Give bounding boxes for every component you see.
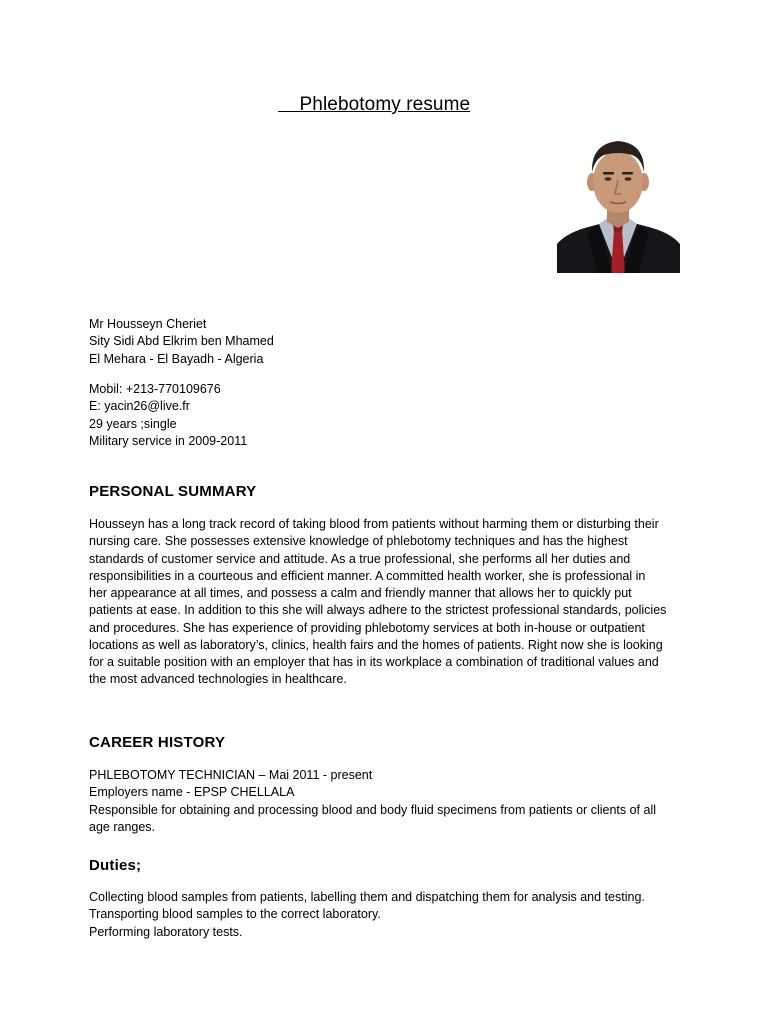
document-title: Phlebotomy resume [299, 94, 471, 115]
duties-list [89, 889, 645, 941]
duty-item: Performing laboratory tests. [89, 924, 243, 939]
contact-name: Mr Housseyn Cheriet [89, 317, 207, 331]
contact-details-block [89, 381, 247, 450]
summary-line: and procedures. She has experience of providing phlebotomy services at both in-house or outpatient [89, 620, 645, 635]
summary-line: locations as well as laboratory’s, clinics, health fairs and the homes of patients. Right now she is looking [89, 637, 663, 652]
job-position: PHLEBOTOMY TECHNICIAN – Mai 2011 - present [89, 768, 373, 782]
email-address: E: yacin26@live.fr [89, 399, 190, 414]
career-history-heading: CAREER HISTORY [89, 734, 226, 751]
personal-summary-heading: PERSONAL SUMMARY [89, 483, 257, 500]
profile-photo [557, 132, 680, 273]
summary-line: the most advanced technologies in healthcare. [89, 672, 347, 687]
employer-name: Employers name - EPSP CHELLALA [89, 785, 295, 800]
military-service: Military service in 2009-2011 [89, 433, 248, 448]
duty-item: Collecting blood samples from patients, labelling them and dispatching them for analysis and testing. [89, 890, 645, 904]
summary-line: responsibilities in a courteous and efficient manner. A committed health worker, she is professional in [89, 568, 646, 583]
summary-line: Housseyn has a long track record of taking blood from patients without harming them or disturbing their [89, 517, 659, 531]
portrait-image [557, 132, 680, 273]
mobile-number: Mobil: +213-770109676 [89, 382, 221, 396]
summary-line: patients at ease. In addition to this she will always adhere to the strictest professional standards, policies [89, 603, 667, 618]
career-entry [89, 767, 656, 836]
responsibility-line: age ranges. [89, 819, 156, 834]
summary-line: standards of customer service and attitude. As a true professional, she performs all her duties and [89, 551, 631, 566]
duties-heading: Duties; [89, 857, 142, 874]
address-line-2: El Mehara - El Bayadh - Algeria [89, 351, 264, 366]
responsibility-line: Responsible for obtaining and processing blood and body fluid specimens from patients or clients of all [89, 802, 656, 817]
personal-summary-text [89, 516, 689, 689]
address-line-1: Sity Sidi Abd Elkrim ben Mhamed [89, 334, 274, 349]
contact-address-block [89, 316, 274, 368]
duty-item: Transporting blood samples to the correct laboratory. [89, 907, 381, 922]
summary-line: her appearance at all times, and possess a calm and friendly manner that allows her to quickly put [89, 586, 632, 600]
summary-line: for a suitable position with an employer that has in its workplace a combination of traditional values and [89, 655, 659, 669]
summary-line: nursing care. She possesses extensive knowledge of phlebotomy techniques and has the highest [89, 534, 628, 549]
age-status: 29 years ;single [89, 416, 177, 431]
